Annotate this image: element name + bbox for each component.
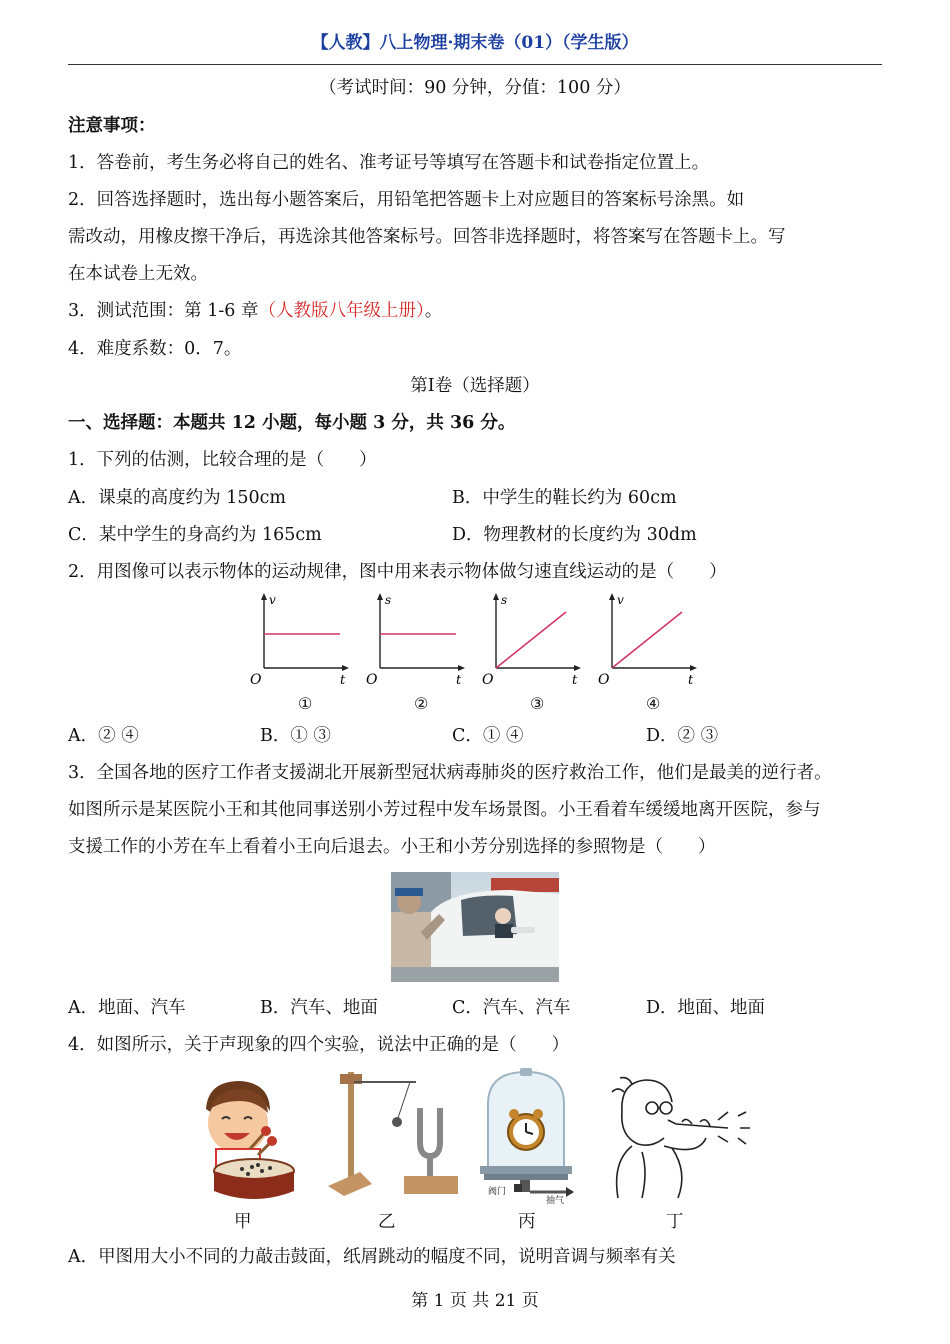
notice-item-3-prefix: 3．测试范围：第 1-6 章 (68, 301, 259, 321)
q4-caption-yi: 乙 (378, 1212, 396, 1232)
pump-label: 抽气 (546, 1196, 565, 1204)
y-axis-label: s (385, 593, 392, 607)
x-axis-arrow (342, 665, 349, 671)
x-axis-label: t (572, 673, 578, 688)
x-axis-arrow (690, 665, 697, 671)
q2-graph-1 (246, 590, 352, 692)
q2-graph-caption-2: ② (414, 694, 429, 713)
notice-item-3-suffix: 。 (424, 301, 443, 321)
y-axis-arrow (609, 593, 615, 600)
x-axis-label: t (456, 673, 462, 688)
q2-option-c: C．① ④ (452, 726, 524, 746)
q1-option-b: B．中学生的鞋长约为 60cm (452, 488, 677, 508)
q4-caption-jia: 甲 (234, 1212, 252, 1232)
x-axis-label: t (688, 673, 694, 688)
drum-boy-figure (186, 1075, 306, 1203)
q4-option-a: A．甲图用大小不同的力敲击鼓面，纸屑跳动的幅度不同，说明音调与频率有关 (68, 1247, 676, 1267)
page-footer: 第 1 页 共 21 页 (411, 1291, 539, 1311)
q4-caption-ding: 丁 (666, 1212, 684, 1232)
q3-option-c: C．汽车、汽车 (452, 998, 571, 1018)
q3-car-photo (391, 872, 559, 982)
q2-graph-2 (362, 590, 468, 692)
q3-option-b: B．汽车、地面 (260, 998, 378, 1018)
q2-graph-caption-3: ③ (530, 694, 545, 713)
graph-line (612, 612, 682, 668)
q1-stem: 1．下列的估测，比较合理的是（ ） (68, 450, 377, 470)
notice-item-4: 4．难度系数：0．7。 (68, 339, 242, 359)
q2-graph-caption-1: ① (298, 694, 313, 713)
q4-caption-bing: 丙 (518, 1212, 536, 1232)
y-axis-label: v (617, 593, 624, 607)
notice-title: 注意事项： (68, 116, 156, 136)
exam-info: （考试时间：90 分钟，分值：100 分） (319, 78, 631, 98)
q2-option-a: A．② ④ (68, 726, 139, 746)
y-axis-arrow (493, 593, 499, 600)
q1-option-d: D．物理教材的长度约为 30dm (452, 525, 697, 545)
q4-stem: 4．如图所示，关于声现象的四个实验，说法中正确的是（ ） (68, 1035, 570, 1055)
q3-line-3: 支援工作的小芳在车上看着小王向后退去。小王和小芳分别选择的参照物是（ ） (68, 837, 716, 857)
notice-item-1: 1．答卷前，考生务必将自己的姓名、准考证号等填写在答题卡和试卷指定位置上。 (68, 153, 710, 173)
q3-option-a: A．地面、汽车 (68, 998, 186, 1018)
q2-graph-3 (478, 590, 584, 692)
section-title: 一、选择题：本题共 12 小题，每小题 3 分，共 36 分。 (68, 413, 516, 433)
volume-title: 第Ⅰ卷（选择题） (410, 376, 540, 396)
origin-label: O (250, 672, 262, 688)
notice-item-3 (68, 301, 442, 321)
notice-item-2-line-3: 在本试卷上无效。 (68, 264, 208, 284)
x-axis-arrow (574, 665, 581, 671)
origin-label: O (482, 672, 494, 688)
page-header: 【人教】八上物理·期末卷（01）（学生版） (311, 33, 639, 53)
graph-line (496, 612, 566, 668)
x-axis-arrow (458, 665, 465, 671)
q2-graph-4 (594, 590, 700, 692)
y-axis-arrow (377, 593, 383, 600)
y-axis-arrow (261, 593, 267, 600)
q2-graph-caption-4: ④ (646, 694, 661, 713)
x-axis-label: t (340, 673, 346, 688)
q3-line-1: 3．全国各地的医疗工作者支援湖北开展新型冠状病毒肺炎的医疗救治工作，他们是最美的逆行者。 (68, 763, 832, 783)
header-divider (68, 64, 882, 65)
origin-label: O (598, 672, 610, 688)
valve-label: 阀门 (488, 1187, 507, 1197)
bell-jar-figure (474, 1068, 584, 1204)
q2-option-b: B．① ③ (260, 726, 331, 746)
q1-option-a: A．课桌的高度约为 150cm (68, 488, 286, 508)
q2-stem: 2．用图像可以表示物体的运动规律，图中用来表示物体做匀速直线运动的是（ ） (68, 562, 727, 582)
q3-line-2: 如图所示是某医院小王和其他同事送别小芳过程中发车场景图。小王看着车缓缓地离开医院，参与 (68, 800, 821, 820)
notice-item-2-line-2: 需改动，用橡皮擦干净后，再选涂其他答案标号。回答非选择题时，将答案写在答题卡上。写 (68, 227, 786, 247)
notice-item-3-highlight: （人教版八年级上册） (258, 301, 425, 321)
q1-option-c: C．某中学生的身高约为 165cm (68, 525, 322, 545)
origin-label: O (366, 672, 378, 688)
tuning-fork-figure (320, 1068, 460, 1200)
notice-item-2-line-1: 2．回答选择题时，选出每小题答案后，用铅笔把答题卡上对应题目的答案标号涂黑。如 (68, 190, 745, 210)
whistle-man-figure (602, 1072, 762, 1202)
y-axis-label: s (501, 593, 508, 607)
y-axis-label: v (269, 593, 276, 607)
q3-option-d: D．地面、地面 (646, 998, 766, 1018)
q2-option-d: D．② ③ (646, 726, 719, 746)
